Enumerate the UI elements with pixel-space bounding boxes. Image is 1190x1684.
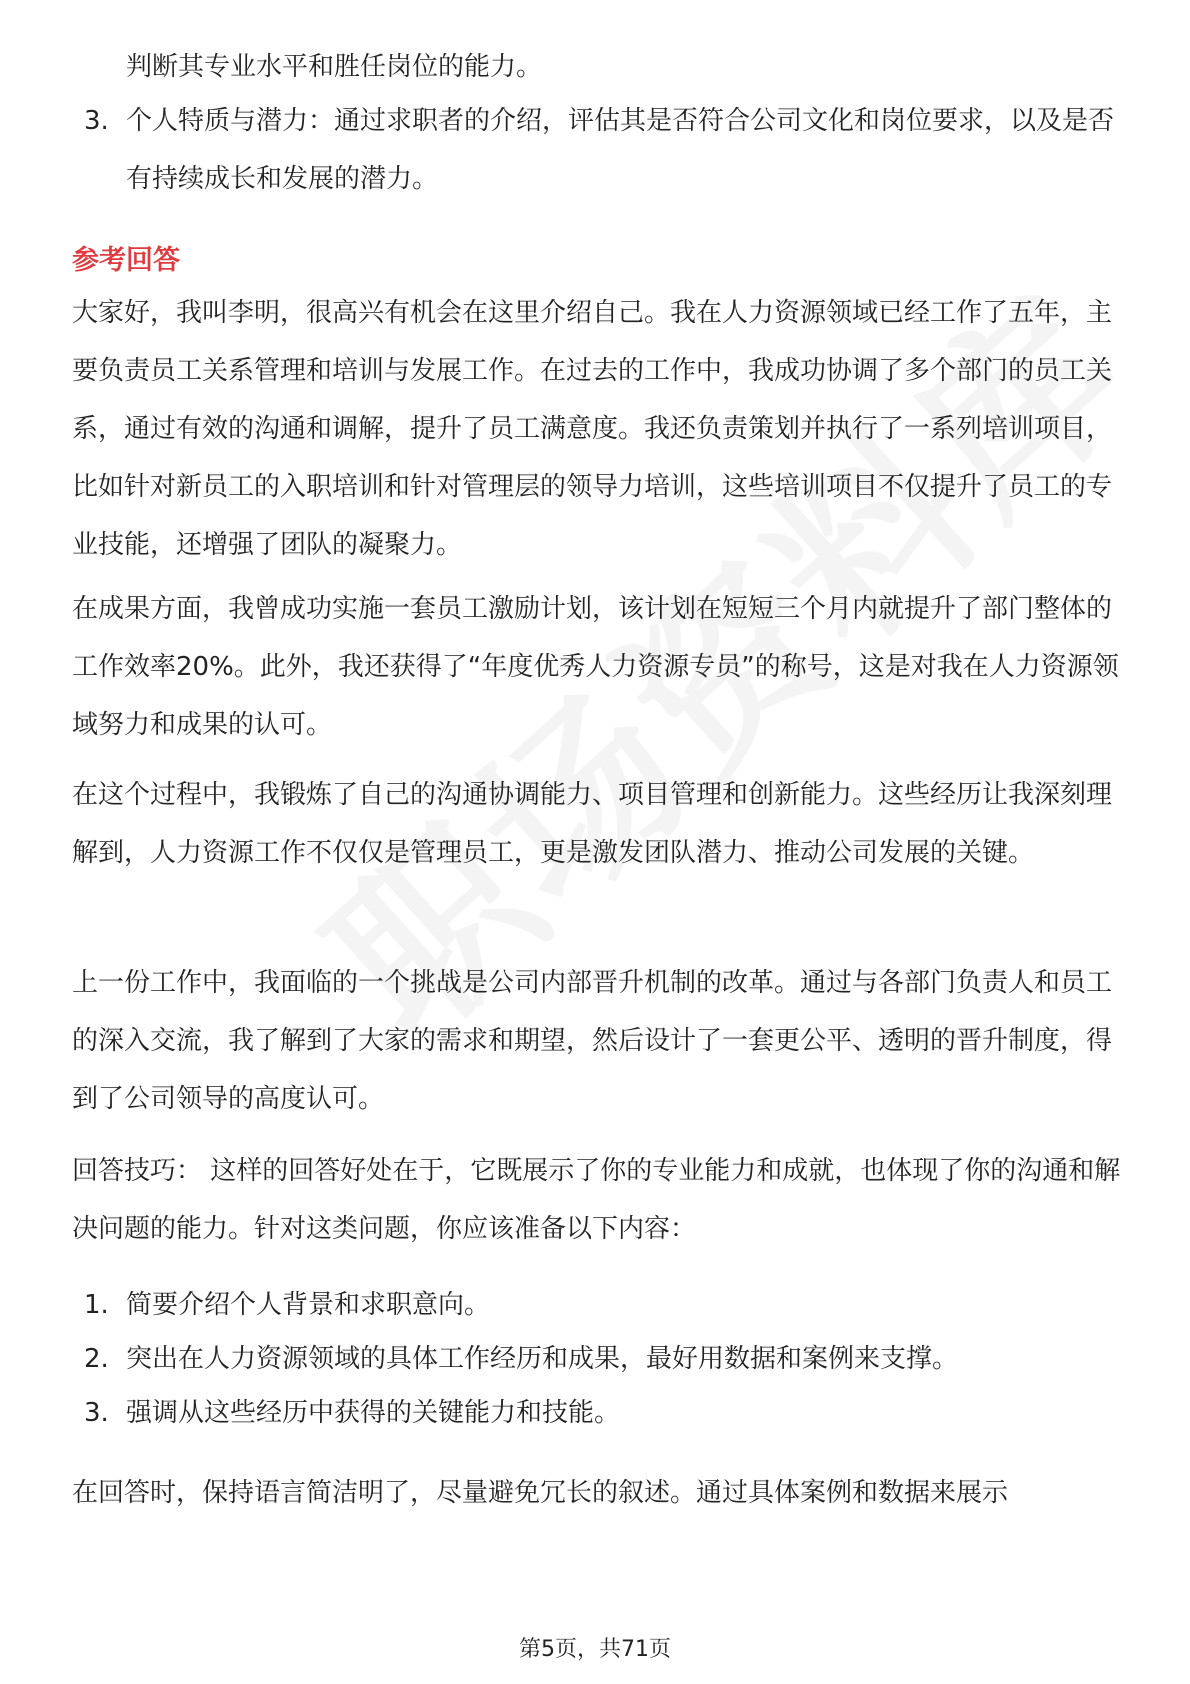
paragraph-intro: 大家好，我叫李明，很高兴有机会在这里介绍自己。我在人力资源领域已经工作了五年，主要负责员工关系管理和培训与发展工作。在过去的工作中，我成功协调了多个部门的员工关系，通过有效的沟通和调解，提升了员工满意度。我还负责策划并执行了一系列培训项目，比如针对新员工的入职培训和针对管理层的领导力培训，这些培训项目不仅提升了员工的专业技能，还增强了团队的凝聚力。	[72, 298, 1113, 560]
list-number: 3.	[84, 1398, 109, 1428]
tips-list-item-1	[84, 1276, 1124, 1334]
list-number: 1.	[84, 1290, 109, 1320]
paragraph-achievements: 在成果方面，我曾成功实施一套员工激励计划，该计划在短短三个月内就提升了部门整体的工作效率20%。此外，我还获得了“年度优秀人力资源专员”的称号，这是对我在人力资源领域努力和成果的认可。	[72, 594, 1119, 740]
tips-list-item-3	[84, 1384, 1124, 1442]
list-number: 2.	[84, 1344, 109, 1374]
list-number: 3.	[84, 106, 109, 136]
list-text: 强调从这些经历中获得的关键能力和技能。	[126, 1398, 621, 1428]
paragraph-closing: 在回答时，保持语言简洁明了，尽量避免冗长的叙述。通过具体案例和数据来展示	[72, 1478, 1009, 1508]
paragraph-answer-tips: 回答技巧： 这样的回答好处在于，它既展示了你的专业能力和成就，也体现了你的沟通和解决问题的能力。针对这类问题，你应该准备以下内容：	[72, 1156, 1121, 1244]
paragraph-challenge: 上一份工作中，我面临的一个挑战是公司内部晋升机制的改革。通过与各部门负责人和员工的深入交流，我了解到了大家的需求和期望，然后设计了一套更公平、透明的晋升制度，得到了公司领导的高度认可。	[72, 968, 1113, 1114]
list-continuation-text: 判断其专业水平和胜任岗位的能力。	[126, 52, 543, 82]
list-text: 个人特质与潜力：通过求职者的介绍，评估其是否符合公司文化和岗位要求，以及是否有持续成长和发展的潜力。	[126, 106, 1115, 194]
paragraph-skills: 在这个过程中，我锻炼了自己的沟通协调能力、项目管理和创新能力。这些经历让我深刻理解到，人力资源工作不仅仅是管理员工，更是激发团队潜力、推动公司发展的关键。	[72, 780, 1113, 868]
section-heading: 参考回答	[72, 245, 180, 276]
tips-list-item-2	[84, 1330, 1124, 1388]
page-footer: 第5页，共71页	[519, 1637, 671, 1662]
intro-list-item-3	[84, 92, 1124, 208]
list-text: 突出在人力资源领域的具体工作经历和成果，最好用数据和案例来支撑。	[126, 1344, 959, 1374]
list-text: 简要介绍个人背景和求职意向。	[126, 1290, 491, 1320]
